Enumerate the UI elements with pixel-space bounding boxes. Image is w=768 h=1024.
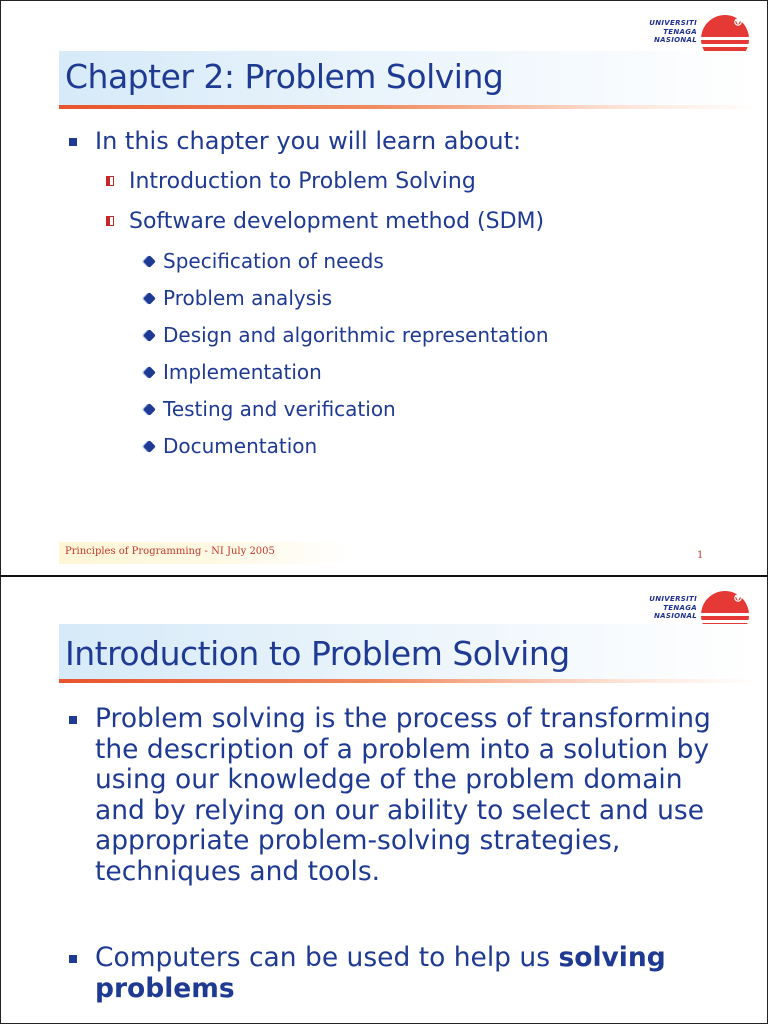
sub-item-2: Software development method (SDM) <box>129 209 545 234</box>
logo-line-2: TENAGA <box>663 27 697 36</box>
bullet-diamond-icon <box>143 292 156 305</box>
bullet-2-text: Computers can be used to help us <box>95 942 551 973</box>
title-underline <box>59 105 759 109</box>
logo-line-1: UNIVERSITI <box>649 19 697 27</box>
sub-item-1: Introduction to Problem Solving <box>129 169 476 194</box>
bullet-flag-icon <box>106 216 114 226</box>
bullet-diamond-icon <box>143 440 156 453</box>
logo-wordmark <box>637 19 697 45</box>
logo-line-2: TENAGA <box>663 603 697 612</box>
sdm-step-3: Design and algorithmic representation <box>163 323 549 347</box>
logo-line-3: NASIONAL <box>653 36 697 44</box>
intro-text: In this chapter you will learn about: <box>95 127 522 155</box>
title-underline <box>59 679 759 683</box>
slide-title: Introduction to Problem Solving <box>65 634 570 673</box>
slide-2 <box>0 575 768 1024</box>
sdm-step-2: Problem analysis <box>163 286 333 310</box>
sdm-step-6: Documentation <box>163 434 318 458</box>
bullet-diamond-icon <box>143 403 156 416</box>
bullet-2-emphasis: solving problems <box>95 942 666 1004</box>
bullet-paragraph-2 <box>95 943 735 1004</box>
sdm-step-4: Implementation <box>163 360 322 384</box>
bullet-diamond-icon <box>143 255 156 268</box>
bullet-square-icon <box>69 716 77 724</box>
page-number: 1 <box>697 550 704 561</box>
logo-wordmark <box>637 595 697 621</box>
slide-title: Chapter 2: Problem Solving <box>65 57 504 96</box>
bullet-diamond-icon <box>143 366 156 379</box>
logo-line-3: NASIONAL <box>653 612 697 620</box>
bullet-diamond-icon <box>143 329 156 342</box>
bullet-flag-icon <box>106 176 114 186</box>
footer-text: Principles of Programming - NI July 2005 <box>65 546 275 557</box>
bullet-square-icon <box>69 138 77 146</box>
logo-line-1: UNIVERSITI <box>649 595 697 603</box>
bullet-square-icon <box>69 955 77 963</box>
sdm-step-5: Testing and verification <box>163 397 396 421</box>
sdm-step-1: Specification of needs <box>163 249 384 273</box>
bullet-paragraph-1: Problem solving is the process of transforming the description of a problem into a solution by using our knowledge of the problem domain and by relying on our ability to select and use appropriate problem-solving strategies, techniques and tools. <box>95 703 711 887</box>
